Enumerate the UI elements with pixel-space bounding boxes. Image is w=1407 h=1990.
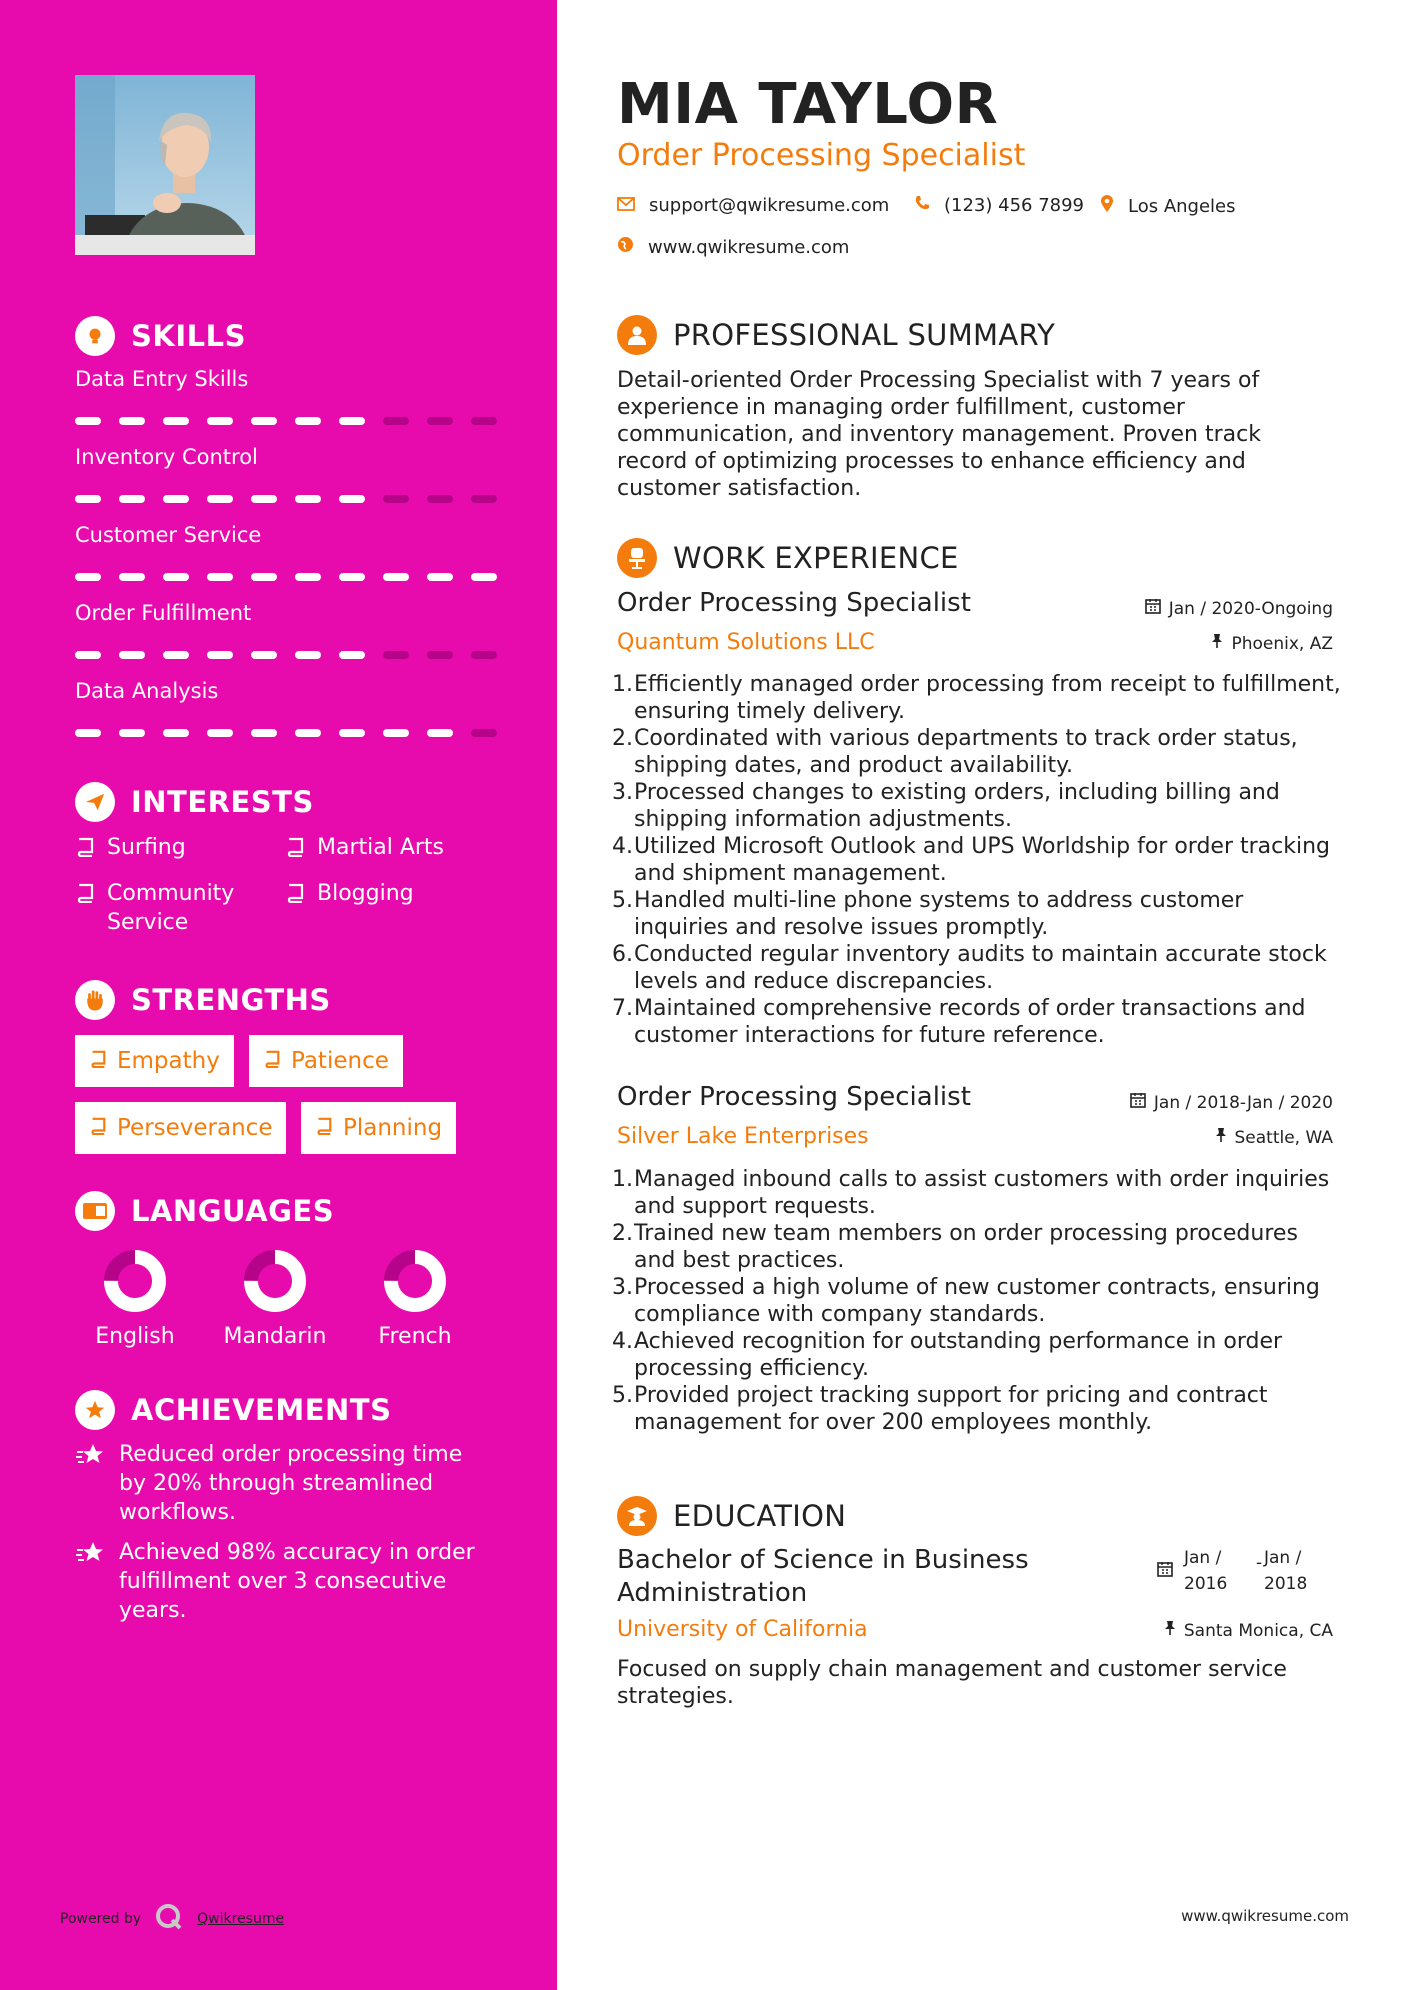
skill-dash-filled	[339, 495, 365, 503]
education-title: EDUCATION	[673, 1499, 847, 1533]
profile-photo	[75, 75, 255, 255]
skill-dash-filled	[251, 729, 277, 737]
skill-dash-filled	[163, 417, 189, 425]
duty-text: Trained new team members on order processing procedures and best practices.	[634, 1221, 1298, 1273]
language-item: English	[65, 1248, 205, 1349]
star-icon	[75, 1390, 115, 1430]
duty-number: 1.	[612, 1167, 633, 1192]
skill-bar	[75, 729, 515, 737]
powered-by: Powered by Qwikresume	[60, 1903, 284, 1935]
duty-item	[612, 1220, 1342, 1274]
pushpin-icon	[1215, 1127, 1227, 1148]
contact-website: www.qwikresume.com	[617, 236, 849, 258]
achievement-item: Achieved 98% accuracy in order fulfillment over 3 consecutive years.	[75, 1538, 495, 1625]
duty-number: 2.	[612, 1221, 633, 1246]
book-icon	[315, 1115, 333, 1141]
candidate-role: Order Processing Specialist	[617, 138, 1026, 173]
skill-bar	[75, 417, 515, 425]
job-company: Quantum Solutions LLC	[617, 630, 875, 655]
job-location: Phoenix, AZ	[1211, 633, 1333, 654]
duty-text: Processed a high volume of new customer contracts, ensuring compliance with company standards.	[634, 1275, 1320, 1327]
duty-item	[612, 941, 1342, 995]
skills-heading	[75, 316, 246, 356]
duty-item	[612, 1382, 1342, 1436]
summary-title: PROFESSIONAL SUMMARY	[673, 318, 1056, 352]
duty-text: Managed inbound calls to assist customers with order inquiries and support requests.	[634, 1167, 1330, 1219]
duty-item	[612, 833, 1342, 887]
skill-dash-filled	[383, 573, 409, 581]
skill-dash-filled	[295, 417, 321, 425]
book-icon	[75, 882, 95, 911]
job-date: Jan / 2018-Jan / 2020	[1130, 1092, 1333, 1113]
skill-dash-empty	[471, 651, 497, 659]
duty-number: 4.	[612, 834, 633, 859]
job-duties	[612, 1166, 1342, 1436]
languages-heading	[75, 1191, 334, 1231]
skill-dash-filled	[163, 651, 189, 659]
skill-dash-empty	[427, 651, 453, 659]
skill-bar	[75, 495, 515, 503]
skill-bar	[75, 651, 515, 659]
interest-item: Community Service	[75, 879, 265, 937]
duty-text: Achieved recognition for outstanding performance in order processing efficiency.	[634, 1329, 1283, 1381]
calendar-icon	[1145, 598, 1161, 619]
job-title: Order Processing Specialist	[617, 1082, 971, 1112]
skill-dash-filled	[119, 417, 145, 425]
skill-dash-empty	[427, 495, 453, 503]
job-duties	[612, 671, 1342, 1049]
skill-dash-filled	[163, 573, 189, 581]
pushpin-icon	[1211, 633, 1223, 654]
skill-label: Order Fulfillment	[75, 601, 252, 625]
map-pin-icon	[1100, 195, 1114, 218]
skill-dash-filled	[383, 729, 409, 737]
skill-dash-empty	[383, 495, 409, 503]
job-title: Order Processing Specialist	[617, 588, 971, 618]
phone-icon	[914, 195, 930, 216]
duty-text: Maintained comprehensive records of order transactions and customer interactions for future reference.	[634, 996, 1306, 1048]
skill-dash-filled	[163, 729, 189, 737]
skill-dash-filled	[207, 417, 233, 425]
skill-label: Inventory Control	[75, 445, 258, 469]
summary-text: Detail-oriented Order Processing Specialist with 7 years of experience in managing order fulfillment, customer communication, and inventory management. Proven track record of optimizing processes to enhance efficiency and customer satisfaction.	[617, 368, 1261, 501]
duty-number: 3.	[612, 780, 633, 805]
skill-dash-empty	[471, 495, 497, 503]
duty-item	[612, 1274, 1342, 1328]
lightbulb-icon	[75, 316, 115, 356]
duty-item	[612, 887, 1342, 941]
duty-number: 3.	[612, 1275, 633, 1300]
skill-dash-filled	[251, 495, 277, 503]
summary-heading	[617, 315, 1055, 355]
achievements-heading	[75, 1390, 391, 1430]
chair-icon	[617, 538, 657, 578]
strength-tag: Patience	[249, 1035, 403, 1087]
skill-dash-filled	[207, 729, 233, 737]
job-location: Seattle, WA	[1215, 1127, 1334, 1148]
calendar-icon	[1157, 1561, 1173, 1581]
skill-label: Data Analysis	[75, 679, 219, 703]
skill-dash-empty	[471, 417, 497, 425]
contact-location: Los Angeles	[1100, 195, 1236, 218]
skill-dash-filled	[75, 729, 101, 737]
experience-heading	[617, 538, 959, 578]
duty-text: Handled multi-line phone systems to address customer inquiries and resolve issues promptly.	[634, 888, 1244, 940]
skill-label: Customer Service	[75, 523, 262, 547]
duty-item	[612, 779, 1342, 833]
skill-dash-filled	[251, 573, 277, 581]
language-icon	[75, 1191, 115, 1231]
language-ring	[382, 1248, 448, 1314]
skill-dash-filled	[163, 495, 189, 503]
paper-plane-icon	[75, 782, 115, 822]
duty-number: 4.	[612, 1329, 633, 1354]
skill-dash-filled	[75, 651, 101, 659]
qwikresume-logo-icon	[155, 1903, 183, 1935]
edu-location: Santa Monica, CA	[1164, 1620, 1333, 1641]
duty-item	[612, 671, 1342, 725]
skill-dash-filled	[471, 573, 497, 581]
skill-dash-filled	[75, 495, 101, 503]
skill-dash-filled	[119, 495, 145, 503]
skill-dash-filled	[295, 495, 321, 503]
strengths-title: STRENGTHS	[131, 983, 331, 1017]
duty-item	[612, 1328, 1342, 1382]
skill-dash-filled	[75, 417, 101, 425]
duty-number: 5.	[612, 1383, 633, 1408]
strength-tag: Empathy	[75, 1035, 234, 1087]
star-icon	[75, 1442, 107, 1476]
edu-date-separator: -	[1256, 1553, 1263, 1573]
language-item: Mandarin	[205, 1248, 345, 1349]
skill-bar	[75, 573, 515, 581]
hand-icon	[75, 980, 115, 1020]
book-icon	[285, 882, 305, 911]
book-icon	[263, 1048, 281, 1074]
user-icon	[617, 315, 657, 355]
book-icon	[285, 836, 305, 865]
skill-dash-filled	[207, 651, 233, 659]
skill-dash-filled	[339, 573, 365, 581]
qwikresume-link[interactable]: Qwikresume	[197, 1911, 285, 1927]
duty-item	[612, 995, 1342, 1049]
language-ring	[102, 1248, 168, 1314]
pushpin-icon	[1164, 1620, 1176, 1641]
book-icon	[89, 1115, 107, 1141]
strength-tag: Perseverance	[75, 1102, 286, 1154]
edu-end-date: Jan / 2018	[1264, 1548, 1308, 1594]
achievements-title: ACHIEVEMENTS	[131, 1393, 392, 1427]
globe-icon	[617, 236, 634, 258]
education-heading	[617, 1496, 846, 1536]
skill-dash-filled	[295, 729, 321, 737]
duty-item	[612, 725, 1342, 779]
skill-dash-filled	[427, 729, 453, 737]
skill-dash-filled	[207, 495, 233, 503]
contact-email: support@qwikresume.com	[617, 195, 889, 216]
skill-dash-filled	[339, 729, 365, 737]
skill-dash-filled	[207, 573, 233, 581]
sidebar	[0, 0, 557, 1990]
skill-dash-empty	[471, 729, 497, 737]
envelope-icon	[617, 195, 635, 216]
achievement-item: Reduced order processing time by 20% through streamlined workflows.	[75, 1440, 495, 1527]
duty-text: Provided project tracking support for pricing and contract management for over 200 employees monthly.	[634, 1383, 1268, 1435]
graduate-icon	[617, 1496, 657, 1536]
language-ring	[242, 1248, 308, 1314]
languages-title: LANGUAGES	[131, 1194, 335, 1228]
strengths-heading	[75, 980, 331, 1020]
skill-dash-filled	[119, 573, 145, 581]
degree-title: Bachelor of Science in Business Administration	[617, 1545, 1029, 1608]
job-company: Silver Lake Enterprises	[617, 1124, 869, 1149]
footer-url[interactable]: www.qwikresume.com	[1181, 1907, 1349, 1925]
duty-number: 1.	[612, 672, 633, 697]
job-date: Jan / 2020-Ongoing	[1145, 598, 1333, 619]
skill-dash-filled	[119, 729, 145, 737]
duty-text: Utilized Microsoft Outlook and UPS Worldship for order tracking and shipment management.	[634, 834, 1331, 886]
skill-dash-filled	[339, 651, 365, 659]
skill-dash-filled	[119, 651, 145, 659]
candidate-name: MIA TAYLOR	[617, 72, 999, 137]
duty-number: 5.	[612, 888, 633, 913]
skill-dash-filled	[339, 417, 365, 425]
interest-item: Blogging	[285, 879, 414, 911]
duty-number: 2.	[612, 726, 633, 751]
skill-dash-empty	[427, 417, 453, 425]
skill-dash-filled	[427, 573, 453, 581]
experience-title: WORK EXPERIENCE	[673, 541, 959, 575]
skill-dash-filled	[75, 573, 101, 581]
interests-title: INTERESTS	[131, 785, 314, 819]
duty-text: Efficiently managed order processing from receipt to fulfillment, ensuring timely delivery.	[634, 672, 1341, 724]
duty-item	[612, 1166, 1342, 1220]
star-icon	[75, 1540, 107, 1574]
duty-text: Coordinated with various departments to track order status, shipping dates, and product availability.	[634, 726, 1298, 778]
skill-dash-empty	[383, 651, 409, 659]
book-icon	[89, 1048, 107, 1074]
education-text: Focused on supply chain management and customer service strategies.	[617, 1657, 1287, 1709]
contact-phone: (123) 456 7899	[914, 195, 1084, 216]
skill-dash-filled	[295, 651, 321, 659]
skill-dash-filled	[295, 573, 321, 581]
skill-label: Data Entry Skills	[75, 367, 249, 391]
duty-text: Processed changes to existing orders, including billing and shipping information adjustments.	[634, 780, 1280, 832]
strength-tag: Planning	[301, 1102, 456, 1154]
skill-dash-filled	[251, 651, 277, 659]
edu-start-date: Jan / 2016	[1184, 1548, 1228, 1594]
language-item: French	[345, 1248, 485, 1349]
duty-number: 7.	[612, 996, 633, 1021]
duty-text: Conducted regular inventory audits to maintain accurate stock levels and reduce discrepancies.	[634, 942, 1327, 994]
calendar-icon	[1130, 1092, 1146, 1113]
skills-title: SKILLS	[131, 319, 246, 353]
book-icon	[75, 836, 95, 865]
duty-number: 6.	[612, 942, 633, 967]
interest-item: Martial Arts	[285, 833, 444, 865]
school-name: University of California	[617, 1617, 868, 1642]
skill-dash-filled	[251, 417, 277, 425]
interest-item: Surfing	[75, 833, 186, 865]
interests-heading	[75, 782, 314, 822]
skill-dash-empty	[383, 417, 409, 425]
